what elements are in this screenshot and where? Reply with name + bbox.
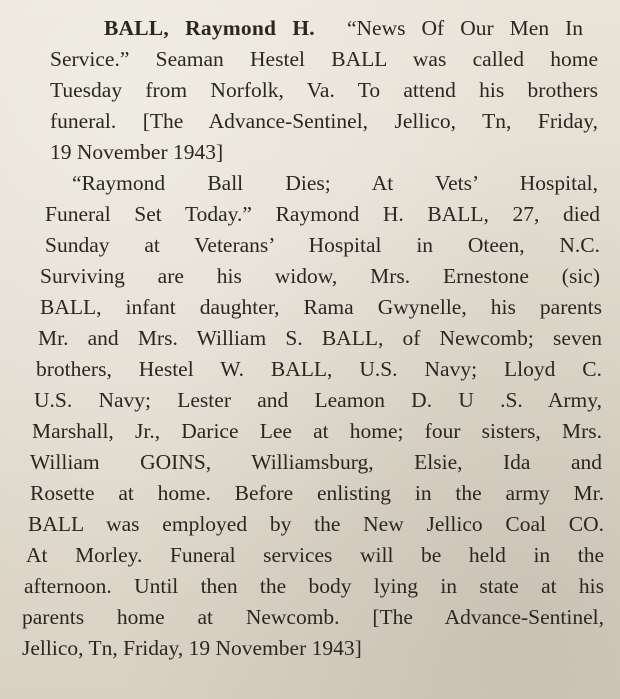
article-line bbox=[104, 13, 583, 44]
article-line: 19 November 1943] bbox=[50, 140, 224, 164]
article-line: “Raymond Ball Dies; At Vets’ Hospital, bbox=[72, 171, 598, 195]
article-line: At Morley. Funeral services will be held in the bbox=[26, 543, 604, 567]
article-line: brothers, Hestel W. BALL, U.S. Navy; Lloyd C. bbox=[36, 357, 602, 381]
article-line: Surviving are his widow, Mrs. Ernestone (sic) bbox=[40, 264, 600, 288]
article-line: BALL, infant daughter, Rama Gwynelle, his parents bbox=[40, 295, 602, 319]
article-line: Rosette at home. Before enlisting in the army Mr. bbox=[30, 481, 604, 505]
article-line: funeral. [The Advance-Sentinel, Jellico, Tn, Friday, bbox=[50, 109, 598, 133]
article-line: parents home at Newcomb. [The Advance-Sentinel, bbox=[22, 605, 604, 629]
article-line: U.S. Navy; Lester and Leamon D. U .S. Army, bbox=[34, 388, 602, 412]
article-line: Mr. and Mrs. William S. BALL, of Newcomb; seven bbox=[38, 326, 602, 350]
article-line: Marshall, Jr., Darice Lee at home; four sisters, Mrs. bbox=[32, 419, 602, 443]
article-line-text: “News Of Our Men In bbox=[346, 16, 584, 40]
obituary-heading: BALL, Raymond H. bbox=[104, 16, 315, 40]
article-line: Service.” Seaman Hestel BALL was called home bbox=[50, 47, 598, 71]
article-line: Sunday at Veterans’ Hospital in Oteen, N.C. bbox=[45, 233, 600, 257]
article-line: Tuesday from Norfolk, Va. To attend his brothers bbox=[50, 78, 598, 102]
article-line: Funeral Set Today.” Raymond H. BALL, 27, died bbox=[45, 202, 600, 226]
article-line: afternoon. Until then the body lying in state at his bbox=[24, 574, 604, 598]
article-line: William GOINS, Williamsburg, Elsie, Ida and bbox=[30, 450, 602, 474]
article-line: Jellico, Tn, Friday, 19 November 1943] bbox=[22, 636, 362, 660]
article-line: BALL was employed by the New Jellico Coal CO. bbox=[28, 512, 604, 536]
